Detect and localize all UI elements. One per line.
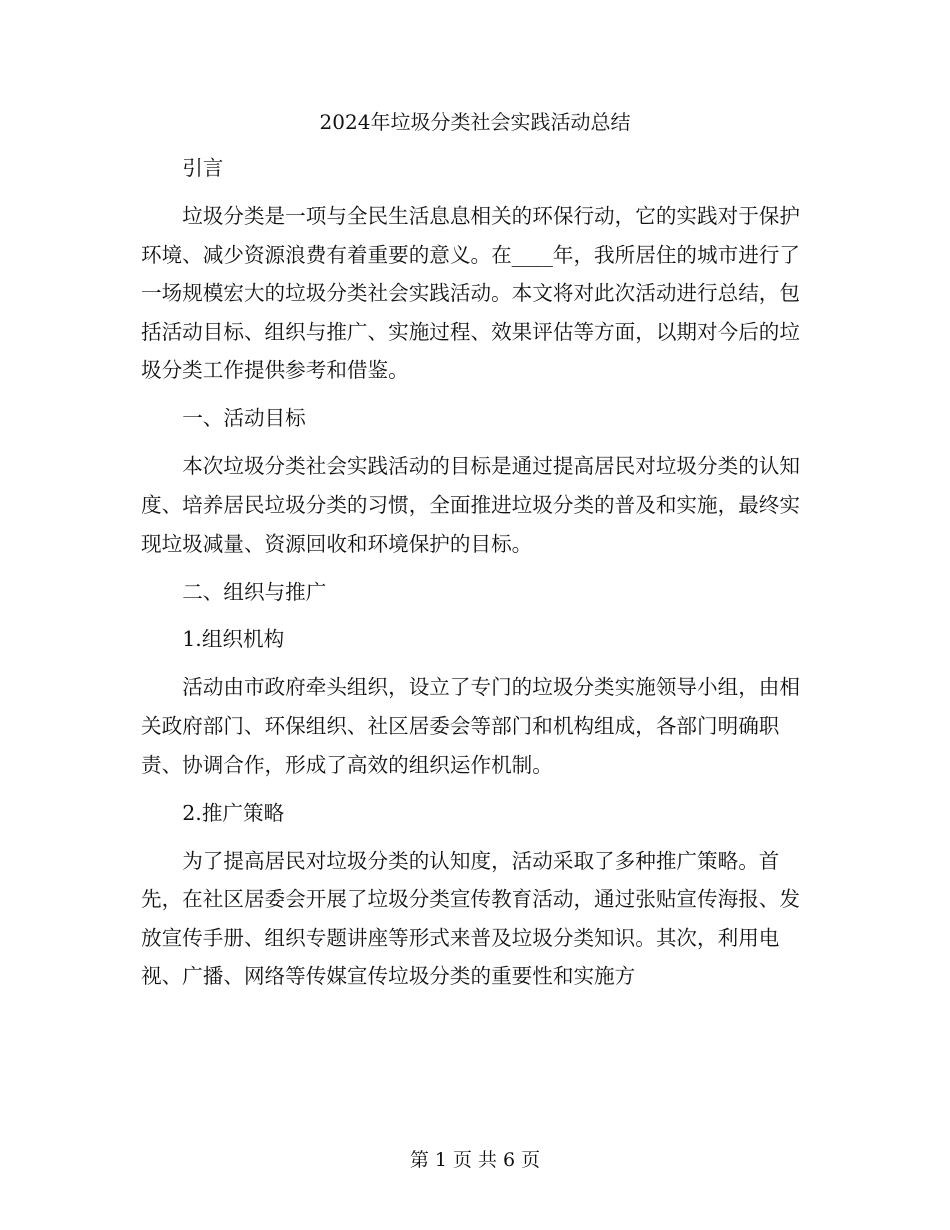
paragraph-goals: 本次垃圾分类社会实践活动的目标是通过提高居民对垃圾分类的认知度、培养居民垃圾分类的习惯，全面推进垃圾分类的普及和实施，最终实现垃圾减量、资源回收和环境保护的目标。	[141, 454, 800, 556]
section-heading-intro: 引言	[182, 156, 224, 180]
subsection-heading-structure: 1.组织机构	[182, 627, 285, 652]
page-number: 第 1 页 共 6 页	[409, 1149, 541, 1171]
document-body	[141, 149, 809, 1005]
document-title: 2024年垃圾分类社会实践活动总结	[319, 110, 631, 134]
section-heading-organization: 二、组织与推广	[182, 579, 327, 604]
page-footer	[0, 1146, 950, 1174]
paragraph-structure: 活动由市政府牵头组织，设立了专门的垃圾分类实施领导小组，由相关政府部门、环保组织、社区居委会等部门和机构组成，各部门明确职责、协调合作，形成了高效的组织运作机制。	[141, 675, 800, 777]
section-heading-goals: 一、活动目标	[182, 406, 306, 431]
paragraph-intro: 垃圾分类是一项与全民生活息息相关的环保行动，它的实践对于保护环境、减少资源浪费有着重要的意义。在____年，我所居住的城市进行了一场规模宏大的垃圾分类社会实践活动。本文将对此次活动进行总结，包括活动目标、组织与推广、实施过程、效果评估等方面，以期对今后的垃圾分类工作提供参考和借鉴。	[141, 203, 800, 383]
paragraph-promotion: 为了提高居民对垃圾分类的认知度，活动采取了多种推广策略。首先，在社区居委会开展了垃圾分类宣传教育活动，通过张贴宣传海报、发放宣传手册、组织专题讲座等形式来普及垃圾分类知识。其次，利用电视、广播、网络等传媒宣传垃圾分类的重要性和实施方	[141, 848, 800, 989]
subsection-heading-promotion: 2.推广策略	[182, 800, 285, 825]
